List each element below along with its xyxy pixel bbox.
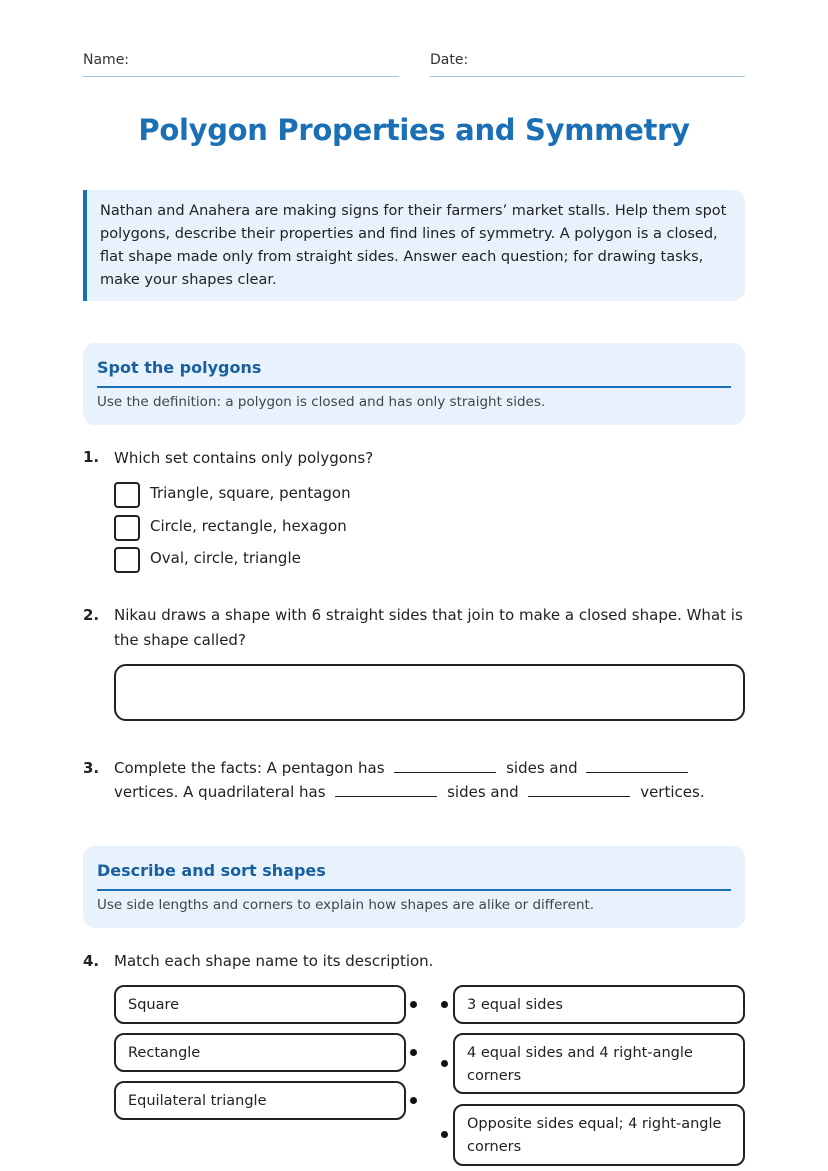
blank-pentagon-vertices[interactable] (586, 757, 688, 773)
section-spot-polygons (83, 343, 745, 425)
question-number: 2. (83, 606, 100, 624)
option-label: Oval, circle, triangle (150, 549, 301, 567)
match-left-item[interactable] (114, 1033, 406, 1072)
intro-box (83, 190, 745, 301)
match-label: Square (128, 997, 180, 1013)
section-describe-sort (83, 846, 745, 928)
blank-quad-sides[interactable] (335, 781, 437, 797)
checkbox[interactable] (114, 482, 140, 508)
match-left-item[interactable] (114, 1081, 406, 1120)
fact-text: vertices. (640, 783, 705, 801)
fact-text: sides and (447, 783, 519, 801)
match-label: 3 equal sides (467, 997, 563, 1013)
blank-pentagon-sides[interactable] (394, 757, 496, 773)
question-text: Match each shape name to its description. (114, 952, 434, 970)
match-dot[interactable] (410, 1001, 417, 1008)
question-number: 3. (83, 759, 100, 777)
question-text: Which set contains only polygons? (114, 449, 374, 467)
checkbox[interactable] (114, 547, 140, 573)
match-right-item[interactable] (453, 1104, 745, 1166)
question-text (114, 756, 745, 804)
match-label: Opposite sides equal; 4 right-angle corners (467, 1116, 722, 1155)
option-label: Triangle, square, pentagon (150, 484, 351, 502)
match-label: 4 equal sides and 4 right-angle corners (467, 1045, 693, 1084)
intro-text: Nathan and Anahera are making signs for their farmers’ market stalls. Help them spot polygons, describe their properties and find lines of symmetry. A polygon is a closed, flat shape made only from straight sides. Answer each question; for drawing tasks, make your shapes clear. (100, 203, 727, 288)
date-label: Date: (430, 52, 469, 68)
date-field[interactable] (430, 52, 745, 77)
page-title: Polygon Properties and Symmetry (138, 113, 690, 147)
question-text: Nikau draws a shape with 6 straight sides that join to make a closed shape. What is the shape called? (114, 606, 743, 649)
checkbox[interactable] (114, 515, 140, 541)
question-number: 1. (83, 448, 100, 466)
match-dot[interactable] (441, 1060, 448, 1067)
question-number: 4. (83, 952, 100, 970)
fact-text: vertices. A quadrilateral has (114, 783, 326, 801)
match-dot[interactable] (441, 1131, 448, 1138)
match-label: Rectangle (128, 1045, 201, 1061)
section-title: Describe and sort shapes (97, 861, 326, 880)
match-dot[interactable] (410, 1097, 417, 1104)
section-subtitle: Use side lengths and corners to explain how shapes are alike or different. (97, 897, 595, 913)
match-dot[interactable] (410, 1049, 417, 1056)
blank-quad-vertices[interactable] (528, 781, 630, 797)
match-right-item[interactable] (453, 985, 745, 1024)
section-title: Spot the polygons (97, 358, 262, 377)
fact-text: sides and (506, 759, 578, 777)
name-label: Name: (83, 52, 130, 68)
match-left-item[interactable] (114, 985, 406, 1024)
section-subtitle: Use the definition: a polygon is closed and has only straight sides. (97, 394, 546, 410)
name-field[interactable] (83, 52, 399, 77)
match-label: Equilateral triangle (128, 1093, 267, 1109)
match-right-item[interactable] (453, 1033, 745, 1094)
match-dot[interactable] (441, 1001, 448, 1008)
section-divider (97, 386, 731, 388)
section-divider (97, 889, 731, 891)
fact-text: Complete the facts: A pentagon has (114, 759, 385, 777)
option-label: Circle, rectangle, hexagon (150, 517, 347, 535)
answer-input[interactable] (114, 664, 745, 721)
